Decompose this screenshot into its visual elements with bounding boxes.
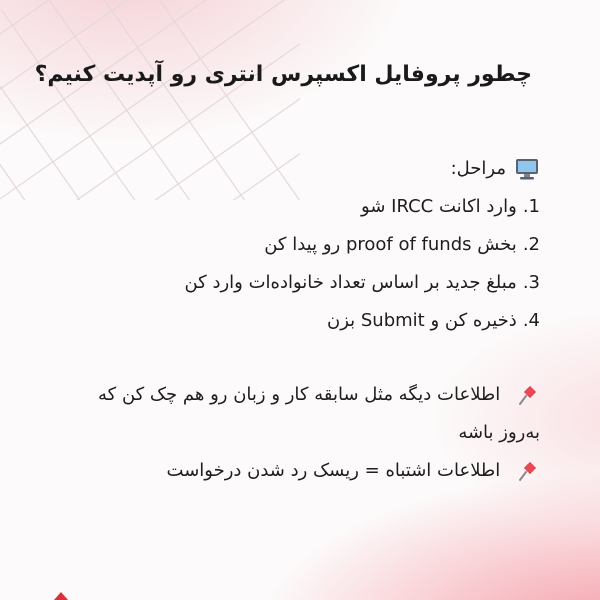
content-body — [70, 150, 540, 490]
steps-header-label: مراحل: — [450, 158, 506, 179]
pushpin-icon — [514, 458, 540, 484]
computer-icon — [514, 156, 540, 182]
step-number: 2. — [522, 234, 540, 255]
corner-triangle-decoration — [54, 592, 68, 600]
note-text: اطلاعات دیگه مثل سابقه کار و زبان رو هم چک کن که به‌روز باشه — [98, 384, 540, 443]
step-text: مبلغ جدید بر اساس تعداد خانواده‌ات وارد کن — [184, 272, 517, 293]
step-text: بخش proof of funds رو پیدا کن — [264, 234, 517, 255]
note-item — [70, 452, 540, 490]
step-number: 3. — [522, 272, 540, 293]
list-item — [70, 264, 540, 302]
list-item — [70, 226, 540, 264]
step-number: 4. — [522, 310, 540, 331]
list-item — [70, 302, 540, 340]
steps-header — [70, 150, 540, 188]
list-item — [70, 188, 540, 226]
page-title: چطور پروفایل اکسپرس انتری رو آپدیت کنیم؟ — [34, 62, 532, 87]
spacer — [70, 340, 540, 376]
note-text: اطلاعات اشتباه = ریسک رد شدن درخواست — [166, 460, 501, 481]
step-number: 1. — [522, 196, 540, 217]
note-item — [70, 376, 540, 452]
step-text: وارد اکانت IRCC شو — [361, 196, 517, 217]
step-text: ذخیره کن و Submit بزن — [326, 310, 517, 331]
pushpin-icon — [514, 382, 540, 408]
